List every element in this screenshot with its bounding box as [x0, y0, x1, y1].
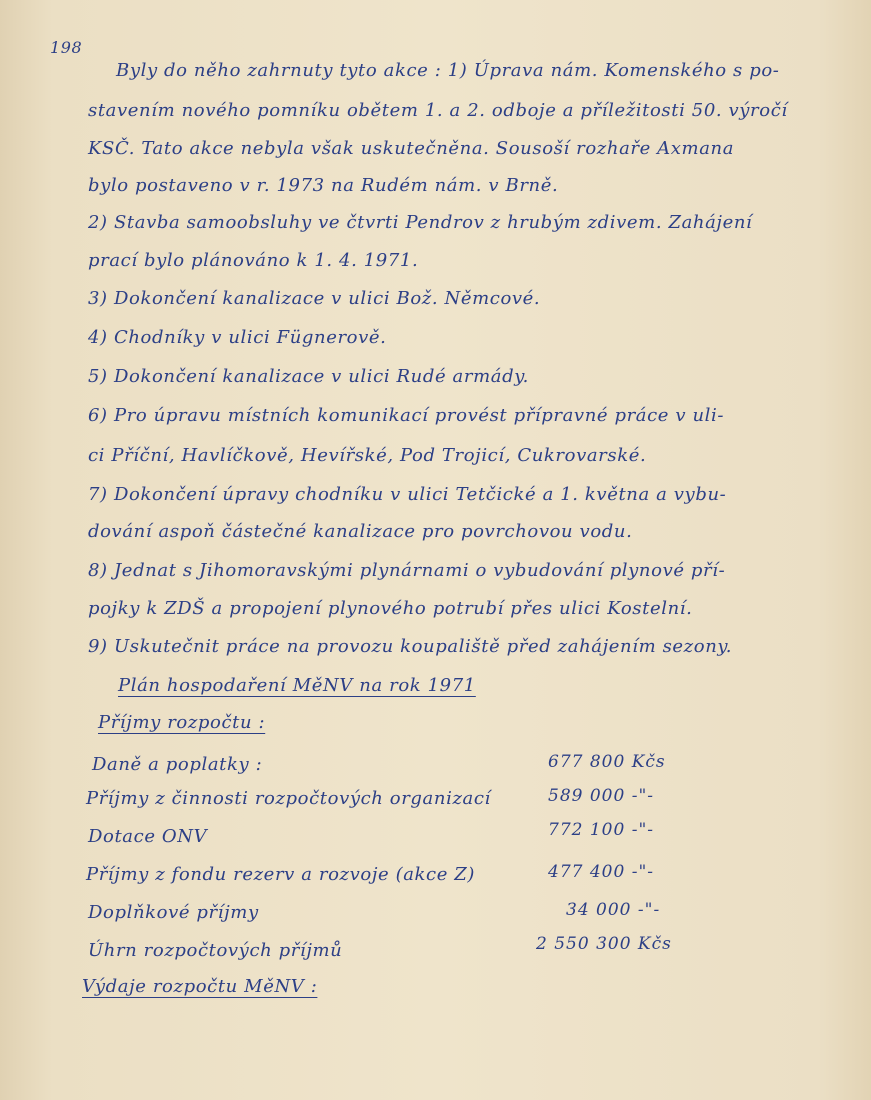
- plan-heading: Plán hospodaření MěNV na rok 1971: [118, 675, 476, 696]
- income-heading: Příjmy rozpočtu :: [98, 712, 266, 733]
- paragraph-line: 6) Pro úpravu místních komunikací provést přípravné práce v uli-: [88, 405, 725, 426]
- paragraph-line: stavením nového pomníku obětem 1. a 2. odboje a příležitosti 50. výročí: [88, 100, 788, 121]
- paragraph-line: bylo postaveno v r. 1973 na Rudém nám. v Brně.: [88, 175, 559, 196]
- income-total-amount: 2 550 300 Kčs: [536, 934, 672, 954]
- paragraph-line: 4) Chodníky v ulici Fügnerově.: [88, 327, 387, 348]
- paragraph-line: 7) Dokončení úpravy chodníku v ulici Tetčické a 1. května a vybu-: [88, 484, 727, 505]
- income-row-label: Příjmy z činnosti rozpočtových organizací: [86, 788, 491, 809]
- page-number: 198: [50, 38, 83, 57]
- paragraph-line: dování aspoň částečné kanalizace pro povrchovou vodu.: [88, 521, 633, 542]
- income-row-amount: 589 000 -"-: [548, 786, 655, 806]
- income-row-amount: 34 000 -"-: [566, 900, 661, 920]
- paragraph-line: prací bylo plánováno k 1. 4. 1971.: [88, 250, 419, 271]
- expense-heading: Výdaje rozpočtu MěNV :: [82, 976, 318, 997]
- paragraph-line: ci Příční, Havlíčkově, Hevířské, Pod Trojicí, Cukrovarské.: [88, 445, 647, 466]
- income-row-amount: 677 800 Kčs: [548, 752, 666, 772]
- income-row-label: Daně a poplatky :: [92, 754, 263, 775]
- income-total-label: Úhrn rozpočtových příjmů: [88, 940, 343, 961]
- income-row-amount: 477 400 -"-: [548, 862, 655, 882]
- paragraph-line: 8) Jednat s Jihomoravskými plynárnami o vybudování plynové pří-: [88, 560, 726, 581]
- income-row-label: Dotace ONV: [88, 826, 208, 847]
- income-row-amount: 772 100 -"-: [548, 820, 655, 840]
- income-row-label: Příjmy z fondu rezerv a rozvoje (akce Z): [86, 864, 476, 885]
- paragraph-line: 9) Uskutečnit práce na provozu koupaliště před zahájením sezony.: [88, 636, 733, 657]
- paragraph-line: 5) Dokončení kanalizace v ulici Rudé armády.: [88, 366, 529, 387]
- income-row-label: Doplňkové příjmy: [88, 902, 259, 923]
- paragraph-line: 2) Stavba samoobsluhy ve čtvrti Pendrov z hrubým zdivem. Zahájení: [88, 212, 753, 233]
- paragraph-line: 3) Dokončení kanalizace v ulici Bož. Němcové.: [88, 288, 541, 309]
- paragraph-line: pojky k ZDŠ a propojení plynového potrubí přes ulici Kostelní.: [88, 598, 693, 619]
- paragraph-line: KSČ. Tato akce nebyla však uskutečněna. Sousoší rozhaře Axmana: [88, 138, 735, 159]
- paragraph-line: Byly do něho zahrnuty tyto akce : 1) Úprava nám. Komenského s po-: [116, 60, 780, 81]
